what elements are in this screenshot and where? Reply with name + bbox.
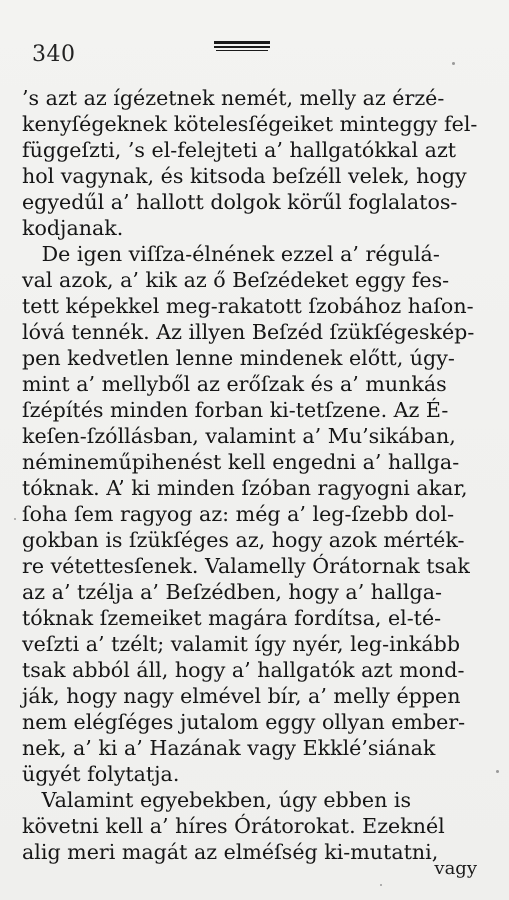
text-line: némineműpihenést kell engedni a’ hallga- (22, 450, 460, 474)
text-line: ſzépítés minden forban ki-tetſzene. Az É- (22, 398, 449, 422)
paper-speck (380, 884, 382, 886)
text-line: tóknak. A’ ki minden ſzóban ragyogni akar, (22, 476, 468, 500)
body-text (22, 0, 502, 900)
page-number: 340 (32, 42, 76, 67)
text-line: keſen-ſzóllásban, valamint a’ Mu’sikában, (22, 424, 456, 448)
text-line: ſoha ſem ragyog az: még a’ leg-ſzebb dol- (22, 502, 455, 526)
text-line: alig meri magát az elméſség ki-mutatni, (22, 840, 439, 864)
paper-speck (452, 62, 455, 65)
paper-speck (496, 770, 499, 773)
text-line: nem elégſéges jutalom eggy ollyan ember- (22, 710, 466, 734)
text-line: függeſzti, ’s el-felejteti a’ hallgatókkal azt (22, 138, 457, 162)
text-line: tóknak ſzemeiket magára fordítsa, el-té- (22, 606, 442, 630)
text-line: lóvá tennék. Az illyen Beſzéd ſzükſégeskép- (22, 320, 475, 344)
text-line: re vétettesſenek. Valamelly Órátornak tsak (22, 554, 470, 578)
text-line: ügyét folytatja. (22, 762, 180, 786)
text-line: val azok, a’ kik az ő Beſzédeket eggy fes- (22, 268, 450, 292)
text-line: kodjanak. (22, 216, 124, 240)
text-line: De igen viſſza-élnének ezzel a’ régulá- (22, 242, 440, 266)
catchword: vagy (434, 858, 477, 879)
text-line: mint a’ mellyből az erőſzak és a’ munkás (22, 372, 447, 396)
text-line: gokban is ſzükſéges az, hogy azok mérték- (22, 528, 465, 552)
text-line: az a’ tzélja a’ Beſzédben, hogy a’ hallga- (22, 580, 442, 604)
text-line: tsak abból áll, hogy a’ hallgatók azt mond- (22, 658, 465, 682)
text-line: tett képekkel meg-rakatott ſzobához haſon- (22, 294, 474, 318)
text-line: kenyſégeknek kötelesſégeiket minteggy fel- (22, 112, 478, 136)
text-line: ják, hogy nagy elmével bír, a’ melly éppen (22, 684, 461, 708)
text-line: veſzti a’ tzélt; valamit így nyér, leg-inkább (22, 632, 461, 656)
paper-speck (14, 518, 16, 520)
text-line: nek, a’ ki a’ Hazának vagy Ekklé’siának (22, 736, 436, 760)
text-line: ’s azt az ígézetnek nemét, melly az érzé- (22, 86, 445, 110)
text-line: Valamint egyebekben, úgy ebben is (22, 788, 412, 812)
text-line: követni kell a’ híres Órátorokat. Ezeknél (22, 814, 445, 838)
text-line: pen kedvetlen lenne mindenek előtt, úgy- (22, 346, 455, 370)
text-line: hol vagynak, és kitsoda beſzéll velek, hogy (22, 164, 467, 188)
text-line: egyedűl a’ hallott dolgok körűl foglalatos- (22, 190, 458, 214)
